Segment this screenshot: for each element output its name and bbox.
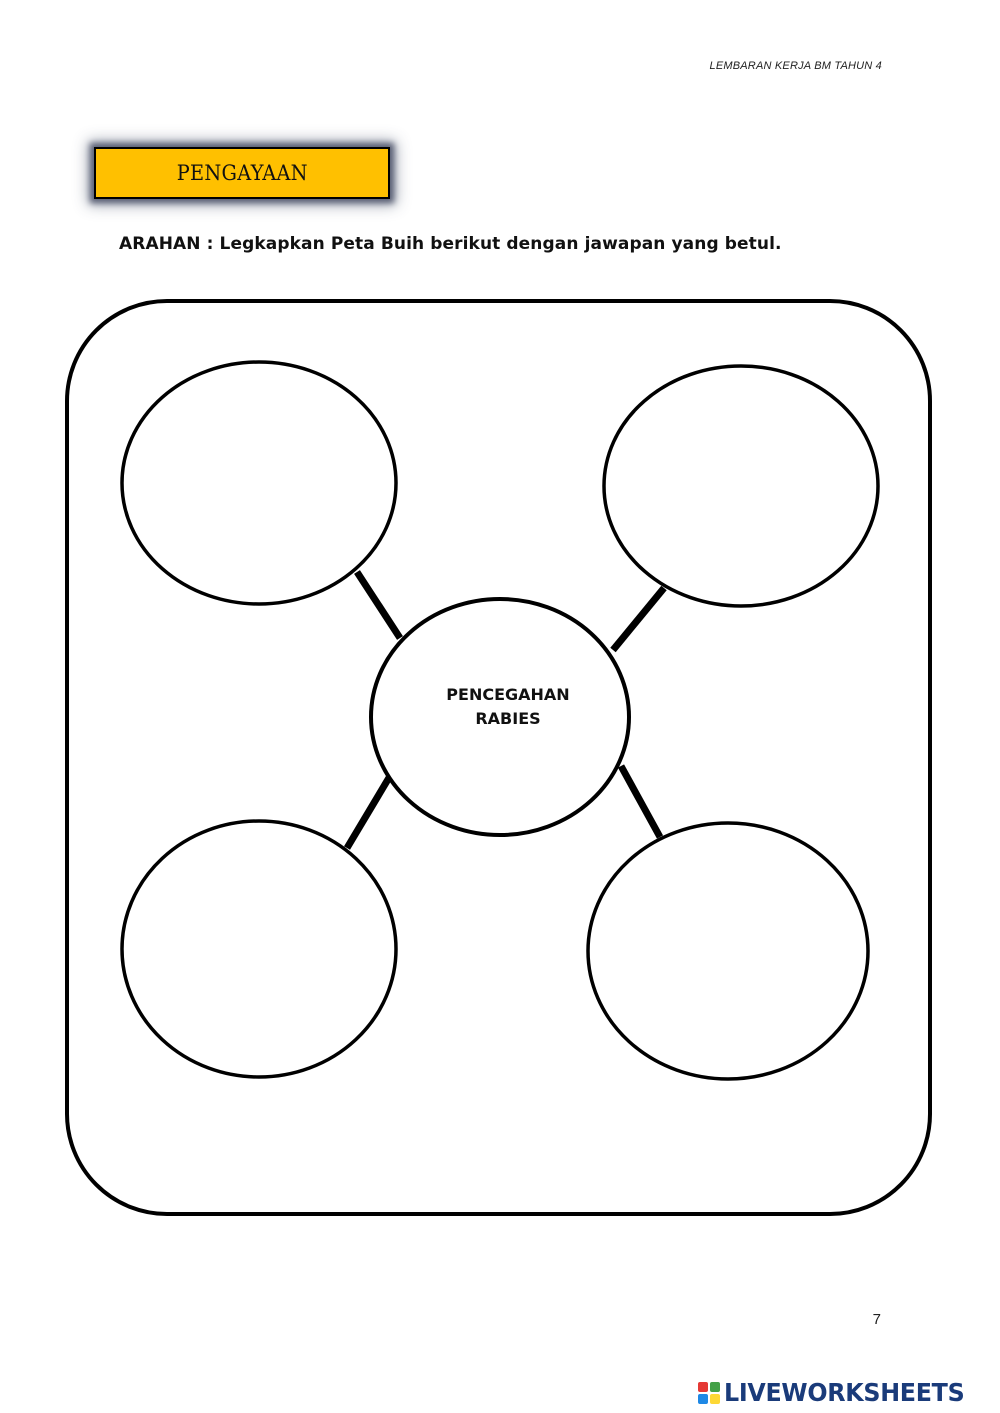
- connector-bottom-left: [347, 776, 390, 848]
- connector-top-left: [357, 572, 400, 638]
- center-bubble-label: [390, 683, 626, 731]
- bubble-bottom-left[interactable]: [122, 821, 396, 1077]
- liveworksheets-brand: [698, 1378, 977, 1407]
- liveworksheets-logo-icon: [698, 1382, 720, 1404]
- bubble-top-right[interactable]: [604, 366, 878, 606]
- brand-name: LIVEWORKSHEETS: [724, 1378, 965, 1407]
- center-label-line1: PENCEGAHAN: [446, 685, 570, 704]
- page-number: 7: [872, 1311, 881, 1328]
- connector-bottom-right: [621, 766, 660, 837]
- center-label-line2: RABIES: [475, 709, 541, 728]
- header-note: LEMBARAN KERJA BM TAHUN 4: [709, 60, 882, 72]
- bubble-top-left[interactable]: [122, 362, 396, 604]
- section-title: PENGAYAAN: [176, 161, 308, 185]
- instruction-text: ARAHAN : Legkapkan Peta Buih berikut dengan jawapan yang betul.: [119, 234, 782, 254]
- connector-top-right: [613, 588, 664, 650]
- bubble-bottom-right[interactable]: [588, 823, 868, 1079]
